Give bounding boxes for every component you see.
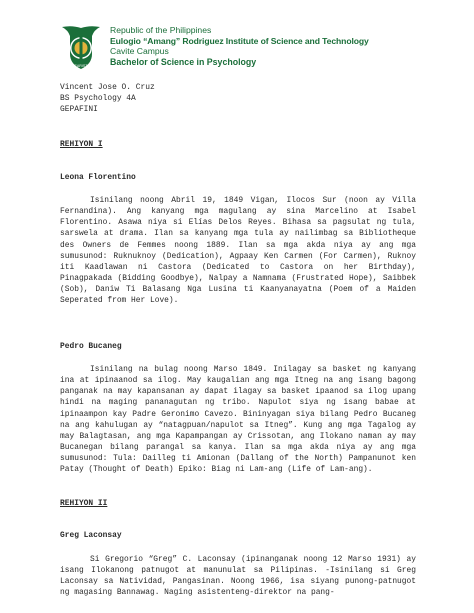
- letterhead: [60, 24, 420, 72]
- entry-name: Pedro Bucaneg: [60, 342, 122, 351]
- section-title: REHIYON II: [60, 499, 108, 508]
- entry-name: Leona Florentino: [60, 173, 136, 182]
- entry-name: Greg Laconsay: [60, 531, 122, 540]
- institute-name: Eulogio “Amang” Rodriguez Institute of Science and Technology: [110, 35, 369, 46]
- student-name: Vincent Jose O. Cruz: [60, 83, 155, 92]
- republic-label: Republic of the Philippines: [110, 25, 212, 35]
- student-subject: GEPAFINI: [60, 105, 98, 115]
- campus-name: Cavite Campus: [110, 46, 169, 57]
- student-course: BS Psychology 4A: [60, 94, 136, 104]
- student-info: [60, 82, 416, 115]
- entry-paragraph: Isinilang noong Abril 19, 1849 Vigan, Ilocos Sur (noon ay Villa Fernandina). Ang kanyang mga magulang ay sina Marcelino at Isabel Florentino. Asawa niya si Elías Delos Reyes. Bihasa sa pagsulat ng tula, sarswela at drama. Ilan sa kanyang mga tula ay nailimbag sa Bibliotheque des Owners de Femmes noong 1889. Ilan sa mga akda niya ay ang mga sumusunod: Ruknuknoy (Dedication), Agpaay Ken Carmen (For Carmen), Ruknoy iti Kaadlawan ni Castora (Dedicated to Castora on her Birthday), Pinagpakada (Bidding Goodbye), Nalpay a Namnama (Frustrated Hope), Saibbek (Sob), Daniw Ti Balasang Nga Lusina ti Kaanyanayatna (Poem of a Maiden Seperated from Her Love).: [60, 196, 416, 306]
- svg-text:EARIST: EARIST: [74, 64, 88, 68]
- section-title: REHIYON I: [60, 140, 103, 149]
- earist-logo-icon: [60, 24, 102, 70]
- entry-paragraph: Si Gregorio “Greg” C. Laconsay (ipinanganak noong 12 Marso 1931) ay isang Ilokanong patnugot at manunulat sa Pilipinas. -Isinilang si Greg Laconsay sa Natividad, Pangasinan. Noong 1966, isa siyang punong-patnugot ng magasing Bannawag. Naging asistenteng-direktor na pang-: [60, 555, 416, 598]
- entry-paragraph: Isinilang na bulag noong Marso 1849. Inilagay sa basket ng kanyang ina at ipinaanod sa ilog. May kaugalian ang mga Itneg na ang isang bagong panganak na may kapansanan ay dapat ilagay sa basket ipaanod sa ilog upang hindi na maging pananagutan ng tribo. Napulot siya ng isang babae at ipinaampon kay Padre Geronimo Cavezo. Bininyagan siya bilang Pedro Bucaneg na ang kahulugan ay “natagpuan/napulot sa Itneg”. Kung ang mga Tagalog ay may Balagtasan, ang mga Kapampangan ay Crissotan, ang Ilokano naman ay may Bucanegan bilang parangal sa kanya. Ilan sa mga akda niya ay ang mga sumusunod: Tula: Dailleg ti Amionan (Dallang of the North) Pampanunot ken Patay (Thought of Death) Epiko: Biag ni Lam-ang (Life of Lam-ang).: [60, 365, 416, 475]
- letterhead-text: [110, 25, 369, 67]
- program-name: Bachelor of Science in Psychology: [110, 56, 257, 67]
